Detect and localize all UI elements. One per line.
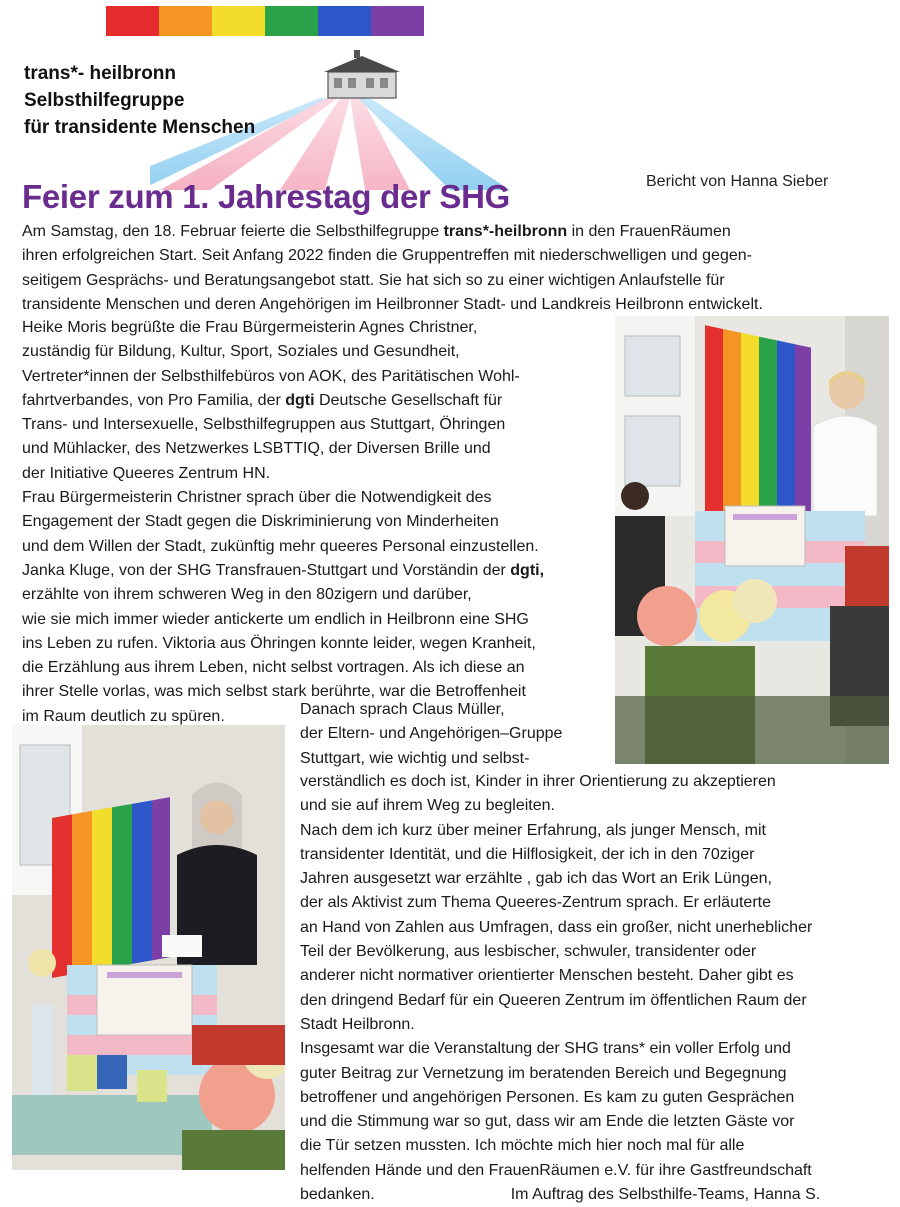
text-line: ihren erfolgreichen Start. Seit Anfang 2022 finden die Gruppentreffen mit niederschwelligen und gegen- [22, 247, 752, 265]
photo-speaker-lectern [615, 316, 889, 764]
speaker-photo-icon [615, 316, 889, 764]
text-line: Jahren ausgesetzt war erzählte , gab ich das Wort an Erik Lüngen, [300, 870, 772, 888]
text-line: der Eltern- und Angehörigen–Gruppe [300, 725, 563, 743]
text-line: fahrtverbandes, von Pro Familia, der [22, 391, 286, 409]
text-line: guter Beitrag zur Vernetzung im beratenden Bereich und Begegnung [300, 1064, 787, 1082]
text-line: Nach dem ich kurz über meiner Erfahrung, als junger Mensch, mit [300, 821, 766, 839]
photo-reading-speaker [12, 725, 285, 1170]
text-line: erzählte von ihrem schweren Weg in den 80zigern und darüber, [22, 586, 472, 604]
text-line: betroffener und angehörigen Personen. Es kam zu guten Gesprächen [300, 1088, 795, 1106]
org-line-3: für transidente Menschen [24, 117, 256, 138]
organisation-name [24, 60, 255, 141]
paragraph-closing [300, 770, 900, 1207]
paragraph-intro [22, 220, 882, 317]
article-title: Feier zum 1. Jahrestag der SHG [22, 178, 511, 215]
text-line: bedanken. [300, 1186, 375, 1204]
text-bold: trans*-heilbronn [443, 223, 568, 240]
text-line: anderer nicht normativer orientierter Menschen besteht. Daher gibt es [300, 967, 794, 985]
rainbow-stripe-blue [318, 6, 371, 36]
text-line: transidente Menschen und deren Angehörigen im Heilbronner Stadt- und Landkreis Heilbronn entwickelt. [22, 295, 763, 313]
text-line: der Initiative Queeres Zentrum HN. [22, 464, 271, 482]
text-line: wie sie mich immer wieder antickerte um endlich in Heilbronn eine SHG [22, 610, 529, 628]
text-line: ins Leben zu rufen. Viktoria aus Öhringen konnte leider, wegen Kranheit, [22, 634, 536, 652]
text-line: an Hand von Zahlen aus Umfragen, dass ein großer, nicht unerheblicher [300, 918, 813, 936]
text-line: die Erzählung aus ihrem Leben, nicht selbst vortragen. Als ich diese an [22, 659, 525, 677]
text-bold: dgti [285, 391, 315, 409]
text-line: Janka Kluge, von der SHG Transfrauen-Stuttgart und Vorständin der [22, 561, 511, 579]
rainbow-stripe-purple [371, 6, 424, 36]
signature-line: Im Auftrag des Selbsthilfe-Teams, Hanna S. [510, 1186, 821, 1204]
speaker-photo-icon [12, 725, 285, 1170]
text-line: Frau Bürgermeisterin Christner sprach über die Notwendigkeit des [22, 489, 492, 507]
rainbow-stripe-red [106, 6, 159, 36]
text-line: und die Stimmung war so gut, dass wir am Ende die letzten Gäste vor [300, 1113, 795, 1131]
text-line: Stadt Heilbronn. [300, 1015, 415, 1033]
text-line: die Tür setzen mussten. Ich möchte mich hier noch mal für alle [300, 1137, 745, 1155]
text-line: Engagement der Stadt gegen die Diskriminierung von Minderheiten [22, 513, 499, 531]
text-line: helfenden Hände und den FrauenRäumen e.V. für ihre Gastfreundschaft [300, 1161, 812, 1179]
text-line: seitigem Gesprächs- und Beratungsangebot statt. Sie hat sich so zu einer wichtigen Anlaufstelle für [22, 271, 725, 289]
text-line: ihrer Stelle vorlas, was mich selbst stark berührte, war die Betroffenheit [22, 683, 526, 701]
text-line: in den FrauenRäumen [567, 223, 731, 240]
text-line: der als Aktivist zum Thema Queeres-Zentrum sprach. Er erläuterte [300, 894, 771, 912]
text-line: transidenter Identität, und die Hilflosigkeit, der ich in den 70ziger [300, 845, 755, 863]
text-line: und dem Willen der Stadt, zukünftig mehr queeres Personal einzustellen. [22, 537, 539, 555]
text-line: und Mühlacker, des Netzwerkes LSBTTIQ, der Diversen Brille und [22, 440, 491, 458]
text-line: den dringend Bedarf für ein Queeren Zentrum im öffentlichen Raum der [300, 991, 807, 1009]
text-line: Teil der Bevölkerung, aus lesbischer, schwuler, transidenter oder [300, 943, 757, 961]
text-line: Danach sprach Claus Müller, [300, 701, 505, 718]
text-line: Insgesamt war die Veranstaltung der SHG trans* ein voller Erfolg und [300, 1040, 791, 1058]
paragraph-greetings [22, 316, 622, 729]
rainbow-stripe-yellow [212, 6, 265, 36]
rainbow-stripe-orange [159, 6, 212, 36]
text-line: Heike Moris begrüßte die Frau Bürgermeisterin Agnes Christner, [22, 319, 478, 336]
house-icon [324, 50, 400, 98]
text-line: und sie auf ihrem Weg zu begleiten. [300, 797, 555, 815]
text-line: im Raum deutlich zu spüren. [22, 707, 225, 725]
rainbow-stripe-green [265, 6, 318, 36]
rainbow-bar [106, 6, 424, 36]
text-line: zuständig für Bildung, Kultur, Sport, Soziales und Gesundheit, [22, 343, 460, 361]
text-line: Vertreter*innen der Selbsthilfebüros von AOK, des Paritätischen Wohl- [22, 367, 520, 385]
org-line-2: Selbsthilfegruppe [24, 90, 185, 111]
text-line: Trans- und Intersexuelle, Selbsthilfegruppen aus Stuttgart, Öhringen [22, 416, 506, 434]
org-line-1: trans*- heilbronn [24, 63, 177, 84]
text-bold: dgti, [510, 561, 545, 579]
text-line: Stuttgart, wie wichtig und selbst- [300, 749, 530, 767]
text-line: Am Samstag, den 18. Februar feierte die Selbsthilfegruppe [22, 223, 444, 240]
article-byline: Bericht von Hanna Sieber [646, 173, 829, 190]
text-line: Deutsche Gesellschaft für [314, 391, 503, 409]
text-line: verständlich es doch ist, Kinder in ihrer Orientierung zu akzeptieren [300, 773, 776, 790]
